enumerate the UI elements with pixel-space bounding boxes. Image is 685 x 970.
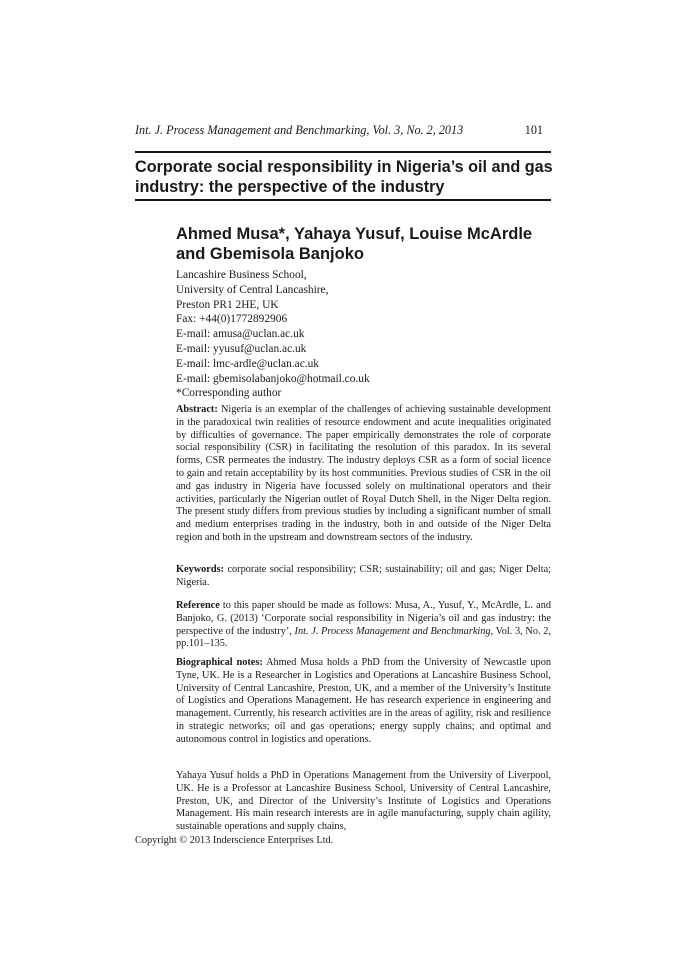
author-list: Ahmed Musa*, Yahaya Yusuf, Louise McArdle and Gbemisola Banjoko bbox=[176, 225, 533, 263]
email-line: E-mail: lmc-ardle@uclan.ac.uk bbox=[176, 357, 320, 370]
reference-journal: Int. J. Process Management and Benchmarking bbox=[294, 625, 491, 637]
title-bottom-rule bbox=[135, 199, 551, 201]
affiliation-line: Preston PR1 2HE, UK bbox=[176, 298, 279, 311]
abstract-label: Abstract: bbox=[176, 404, 218, 415]
keywords-label: Keywords: bbox=[176, 564, 225, 575]
biographical-notes bbox=[176, 657, 551, 747]
keywords bbox=[176, 564, 551, 590]
affiliation-line: Lancashire Business School, bbox=[176, 269, 307, 281]
email-line: E-mail: yyusuf@uclan.ac.uk bbox=[176, 342, 307, 355]
bio-label: Biographical notes: bbox=[176, 657, 263, 668]
corresponding-author-note: *Corresponding author bbox=[176, 387, 282, 400]
bio-paragraph-1: Ahmed Musa holds a PhD from the University of Newcastle upon Tyne, UK. He is a Researcher in Logistics and Operations at Lancashire Business School, University of Central Lancashire, Preston, UK, and a member of the University’s Institute of Logistics and Operations Management. He has research experience in engineering and management. Currently, his research activities are in the areas of agility, risk and resilience in strategic networks; oil and gas operations; energy supply chains; and optimal and autonomous control in logistics and operations. bbox=[176, 657, 551, 745]
keywords-text: corporate social responsibility; CSR; sustainability; oil and gas; Niger Delta; Nigeria. bbox=[176, 564, 551, 588]
reference-tail: , Vol. 3, No. 2, pp.101–135. bbox=[176, 625, 551, 650]
affiliation-line: University of Central Lancashire, bbox=[176, 283, 329, 296]
title-top-rule bbox=[135, 151, 551, 153]
bio-paragraph-2: Yahaya Yusuf holds a PhD in Operations Management from the University of Liverpool, UK. He is a Professor at Lancashire Business School, University of Central Lancashire, Preston, UK, and Director of the University’s Institute of Logistics and Operations Management. His main research interests are in agile manufacturing, supply chain agility, sustainable operations and supply chains, bbox=[176, 770, 551, 833]
reference-label: Reference bbox=[176, 600, 220, 611]
email-line: E-mail: amusa@uclan.ac.uk bbox=[176, 328, 305, 341]
copyright-footer: Copyright © 2013 Inderscience Enterprises Ltd. bbox=[135, 835, 334, 846]
journal-citation: Int. J. Process Management and Benchmarking, Vol. 3, No. 2, 2013 bbox=[135, 123, 464, 137]
reference bbox=[176, 600, 551, 651]
paper-title: Corporate social responsibility in Nigeria’s oil and gas industry: the perspective of the industry bbox=[135, 158, 553, 196]
running-header bbox=[135, 121, 543, 139]
fax-line: Fax: +44(0)1772892906 bbox=[176, 313, 288, 326]
page-number: 101 bbox=[524, 123, 543, 137]
abstract-text: Nigeria is an exemplar of the challenges of achieving sustainable development in the paradoxical twin realities of resource endowment and acute inequalities originated by difficulties of governance. The paper empirically demonstrates the role of corporate social responsibility (CSR) in facilitating the resolution of this paradox. In its several forms, CSR permeates the industry. The industry deploys CSR as a form of social licence to gain and retain acceptability by its host communities. Previous studies of CSR in the oil and gas industry in Nigeria have focussed solely on multinational operators and their activities, particularly the Nigerian outlet of Royal Dutch Shell, in the Niger Delta region. The present study differs from previous studies by including a significant number of small and medium enterprises trading in the industry, both in and outside of the Niger Delta region and both in the upstream and downstream sectors of the industry. bbox=[176, 404, 551, 543]
abstract bbox=[176, 404, 551, 545]
reference-text: to this paper should be made as follows: Musa, A., Yusuf, Y., McArdle, L. and Banjoko, G. (2013) ‘Corporate social responsibility in Nigeria’s oil and gas industry: the perspective of the industry’, bbox=[176, 600, 551, 637]
email-line: E-mail: gbemisolabanjoko@hotmail.co.uk bbox=[176, 372, 370, 385]
affiliation-block bbox=[176, 268, 556, 401]
